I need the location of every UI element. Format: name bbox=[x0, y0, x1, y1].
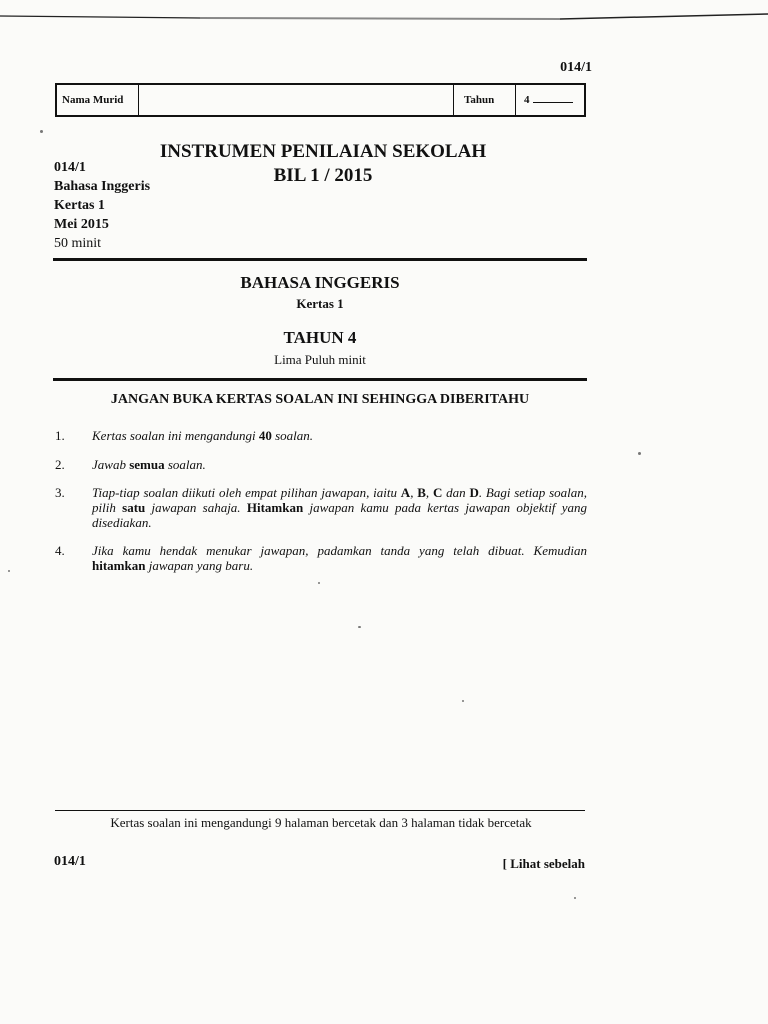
instruction-number: 3. bbox=[55, 485, 65, 500]
instruction-number: 4. bbox=[55, 543, 65, 558]
year-blank-line bbox=[533, 102, 573, 103]
warning-text: JANGAN BUKA KERTAS SOALAN INI SEHINGGA DIBERITAHU bbox=[110, 392, 530, 407]
paper-info-subject: Bahasa Inggeris bbox=[54, 179, 151, 194]
instruction-text: Tiap-tiap soalan diikuti oleh empat pilihan jawapan, iaitu A, B, C dan D. Bagi setiap soalan, pilih satu jawapan sahaja. Hitamkan jawapan kamu pada kertas jawapan objektif yang disediakan. bbox=[92, 485, 587, 530]
scan-speck bbox=[574, 897, 576, 899]
student-name-label: Nama Murid bbox=[57, 85, 139, 115]
footer-note: Kertas soalan ini mengandungi 9 halaman bercetak dan 3 halaman tidak bercetak bbox=[110, 815, 532, 830]
instruction-text: Kertas soalan ini mengandungi 40 soalan. bbox=[92, 428, 314, 443]
instruction-number: 1. bbox=[55, 428, 65, 443]
subject-heading: BAHASA INGGERIS bbox=[240, 273, 400, 292]
divider-top bbox=[53, 258, 587, 261]
exam-title bbox=[158, 140, 488, 188]
year-heading: TAHUN 4 bbox=[283, 328, 357, 347]
paper-info-duration: 50 minit bbox=[54, 236, 102, 251]
scan-speck bbox=[638, 452, 641, 455]
paper-heading: Kertas 1 bbox=[296, 296, 344, 311]
scan-speck bbox=[40, 130, 43, 133]
scan-speck bbox=[8, 570, 10, 572]
paper-code-bottom: 014/1 bbox=[54, 854, 86, 869]
duration-heading: Lima Puluh minit bbox=[274, 352, 366, 367]
scan-speck bbox=[462, 700, 464, 702]
exam-title-line2: BIL 1 / 2015 bbox=[273, 165, 373, 186]
paper-info-paper: Kertas 1 bbox=[54, 198, 105, 213]
paper-info-date: Mei 2015 bbox=[54, 217, 109, 232]
exam-title-line1: INSTRUMEN PENILAIAN SEKOLAH bbox=[159, 141, 487, 162]
paper-info bbox=[54, 158, 150, 253]
instruction-item bbox=[55, 543, 587, 573]
year-label: Tahun bbox=[454, 85, 516, 115]
divider-middle bbox=[53, 378, 587, 381]
instruction-item bbox=[55, 457, 587, 472]
next-page-note: [ Lihat sebelah bbox=[502, 856, 585, 871]
student-name-field[interactable] bbox=[139, 85, 454, 115]
year-value: 4 bbox=[524, 94, 530, 106]
instruction-text: Jika kamu hendak menukar jawapan, padamkan tanda yang telah dibuat. Kemudian hitamkan jawapan yang baru. bbox=[92, 543, 587, 573]
instruction-number: 2. bbox=[55, 457, 65, 472]
divider-footer bbox=[55, 810, 585, 811]
scan-speck bbox=[358, 626, 361, 628]
instruction-item bbox=[55, 485, 587, 530]
year-field[interactable] bbox=[516, 85, 584, 115]
scan-edge-artifact bbox=[0, 12, 768, 26]
scan-speck bbox=[318, 582, 320, 584]
student-info-box bbox=[55, 83, 586, 117]
instruction-item bbox=[55, 428, 587, 443]
instruction-text: Jawab semua soalan. bbox=[92, 457, 206, 472]
paper-info-code: 014/1 bbox=[54, 160, 86, 175]
paper-code-top: 014/1 bbox=[560, 60, 592, 75]
